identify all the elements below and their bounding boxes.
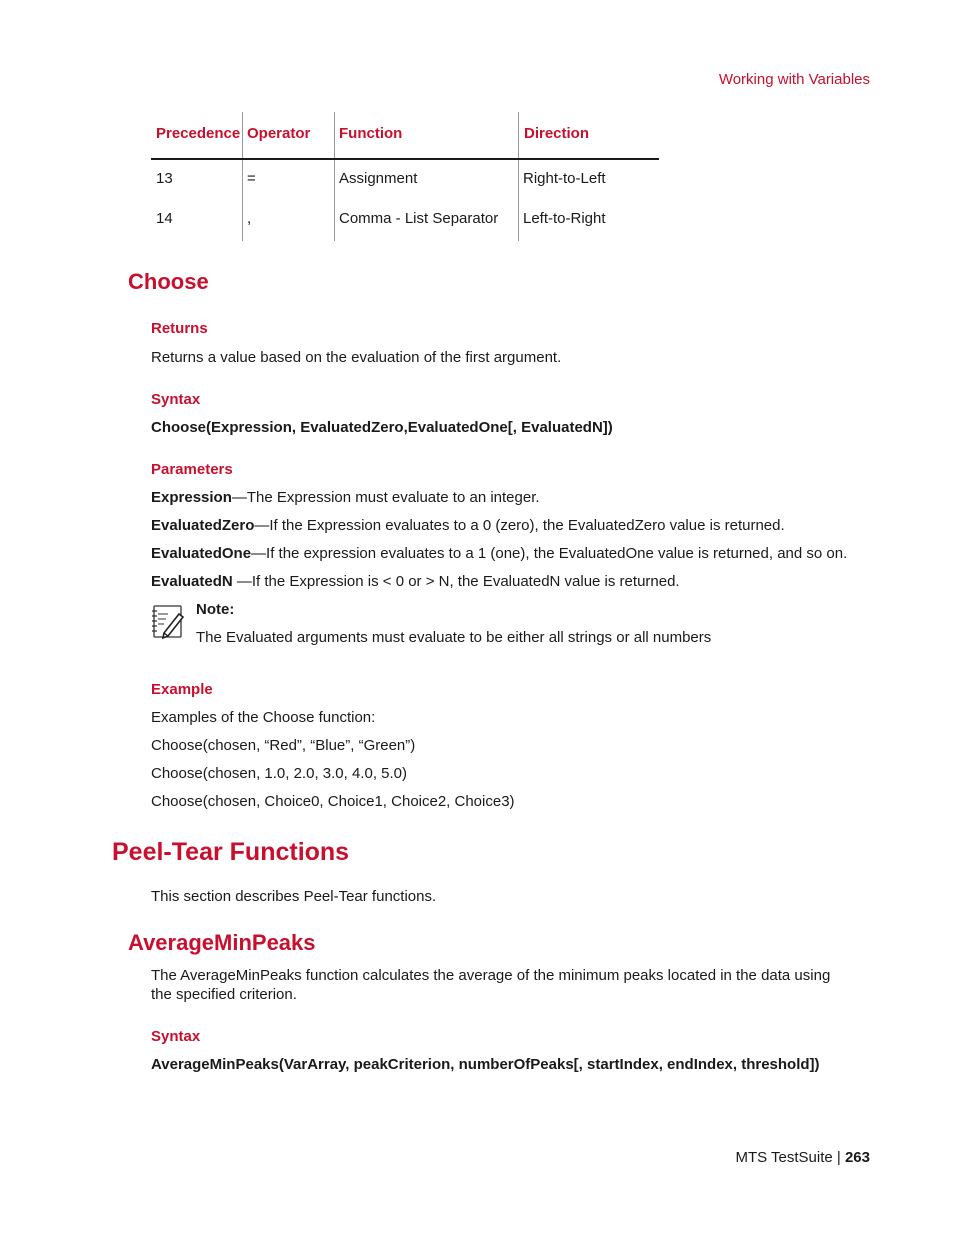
table-column-divider: [518, 112, 519, 241]
param-name: EvaluatedN: [151, 573, 233, 590]
table-cell: Right-to-Left: [523, 170, 606, 187]
note-text: The Evaluated arguments must evaluate to be either all strings or all numbers: [196, 629, 712, 646]
peel-tear-title: Peel-Tear Functions: [112, 838, 350, 866]
table-cell: 13: [156, 170, 173, 187]
table-cell: ,: [247, 210, 252, 227]
average-min-peaks-syntax-text: AverageMinPeaks(VarArray, peakCriterion, numberOfPeaks[, startIndex, endIndex, threshold]): [151, 1056, 820, 1073]
page-footer: [735, 1149, 870, 1166]
average-min-peaks-desc-line: the specified criterion.: [151, 986, 297, 1003]
param-name: EvaluatedZero: [151, 517, 255, 534]
choose-syntax-text: Choose(Expression, EvaluatedZero,EvaluatedOne[, EvaluatedN]): [151, 419, 613, 436]
param-name: Expression: [151, 489, 232, 506]
table-cell: Comma - List Separator: [339, 210, 499, 227]
page-number: 263: [844, 1149, 870, 1166]
example-intro: Examples of the Choose function:: [151, 709, 376, 726]
example-line: Choose(chosen, Choice0, Choice1, Choice2, Choice3): [151, 793, 515, 810]
choose-syntax-heading: Syntax: [151, 391, 201, 408]
footer-product: MTS TestSuite: [735, 1149, 833, 1166]
parameters-heading: Parameters: [151, 461, 233, 478]
table-header-rule: [151, 158, 659, 160]
footer-separator: |: [832, 1149, 845, 1166]
param-evaluated-n: [151, 572, 680, 591]
param-desc: —If the expression evaluates to a 1 (one), the EvaluatedOne value is returned, and so on.: [251, 545, 848, 562]
average-min-peaks-title: AverageMinPeaks: [128, 930, 316, 955]
table-header-precedence: Precedence: [156, 125, 241, 142]
average-min-peaks-syntax-heading: Syntax: [151, 1028, 201, 1045]
precedence-table: [151, 112, 659, 241]
param-evaluated-one: [151, 544, 847, 563]
table-cell: 14: [156, 210, 173, 227]
table-cell: Left-to-Right: [523, 210, 606, 227]
running-head: Working with Variables: [718, 71, 870, 88]
table-cell: Assignment: [339, 170, 418, 187]
table-header-function: Function: [339, 125, 403, 142]
param-desc: —If the Expression evaluates to a 0 (zero), the EvaluatedZero value is returned.: [254, 517, 785, 534]
note-pencil-icon: [150, 603, 186, 641]
table-header-direction: Direction: [524, 125, 590, 142]
table-cell: =: [247, 170, 256, 187]
param-name: EvaluatedOne: [151, 545, 252, 562]
table-header-operator: Operator: [247, 125, 311, 142]
table-column-divider: [334, 112, 335, 241]
example-line: Choose(chosen, “Red”, “Blue”, “Green”): [151, 737, 416, 754]
param-desc: —The Expression must evaluate to an integer.: [231, 489, 540, 506]
example-heading: Example: [151, 681, 213, 698]
table-column-divider: [242, 112, 243, 241]
note-label: Note:: [196, 601, 235, 618]
example-line: Choose(chosen, 1.0, 2.0, 3.0, 4.0, 5.0): [151, 765, 407, 782]
param-desc: —If the Expression is < 0 or > N, the EvaluatedN value is returned.: [232, 573, 680, 590]
choose-title: Choose: [128, 269, 209, 294]
param-expression: [151, 488, 540, 507]
returns-text: Returns a value based on the evaluation of the first argument.: [151, 349, 562, 366]
param-evaluated-zero: [151, 516, 785, 535]
peel-tear-intro: This section describes Peel-Tear functions.: [151, 888, 437, 905]
returns-heading: Returns: [151, 320, 208, 337]
average-min-peaks-desc-line: The AverageMinPeaks function calculates the average of the minimum peaks located in the data using: [151, 967, 831, 984]
